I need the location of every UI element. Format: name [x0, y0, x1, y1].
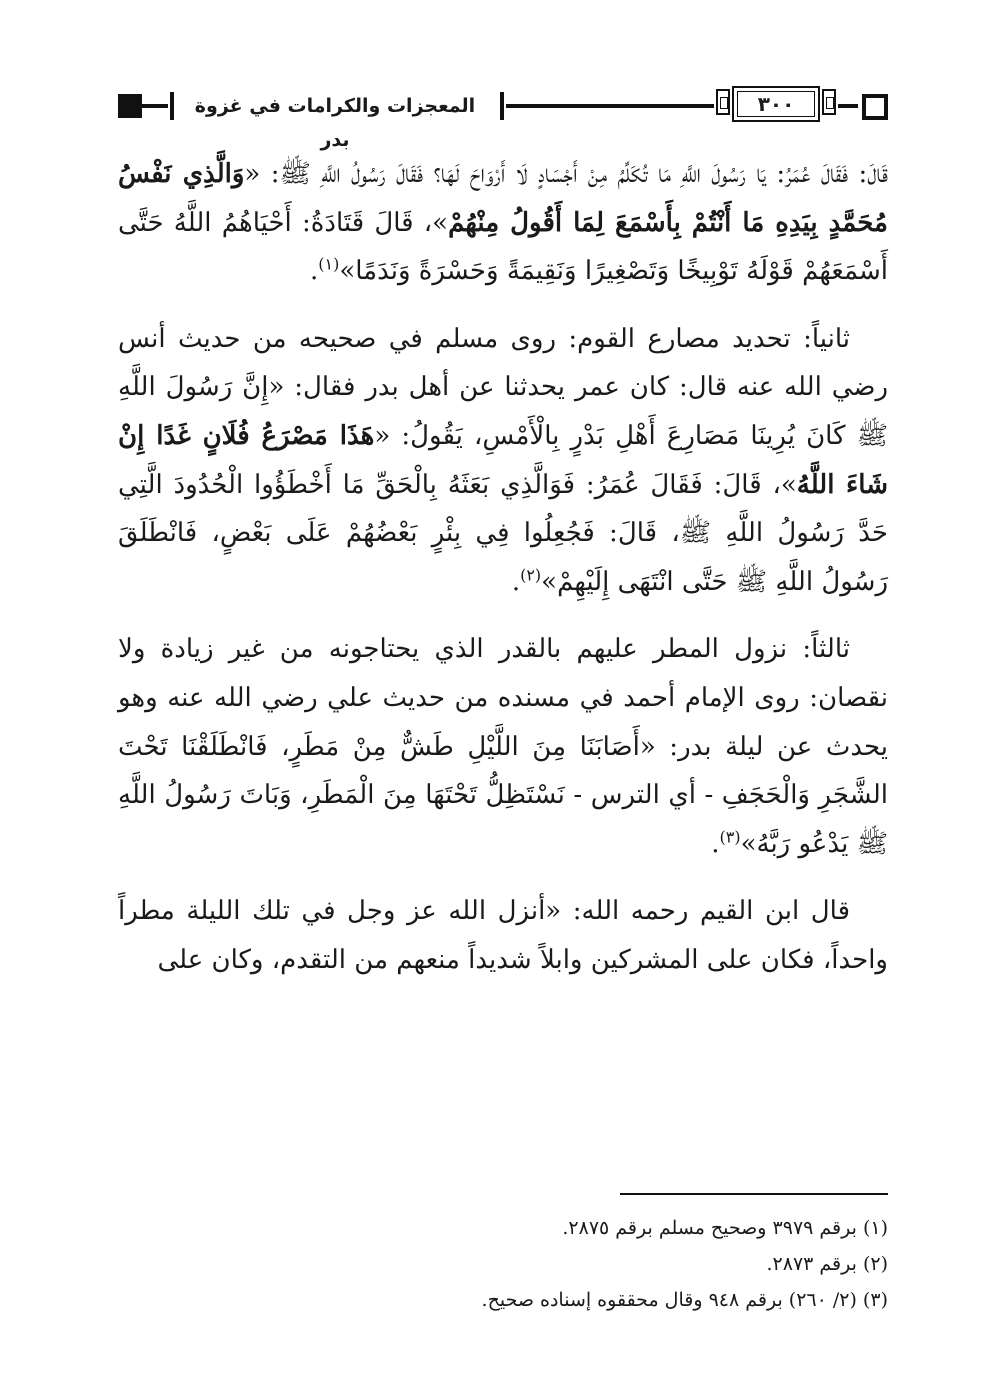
paragraph-1	[118, 150, 888, 296]
paragraph-text: قال ابن القيم رحمه الله: «أنزل الله عز وجل في تلك الليلة مطراً واحداً، فكان على المشركين وابلاً شديداً منعهم من التقدم، وكان على	[118, 896, 888, 975]
footnotes	[118, 1210, 888, 1318]
footnote-3: (٣) (٢/ ٢٦٠) برقم ٩٤٨ وقال محققوه إسناده صحيح.	[481, 1289, 888, 1311]
header-knot-ornament	[822, 89, 836, 115]
header-rule	[506, 104, 714, 108]
paragraph-text: ثانياً: تحديد مصارع القوم: روى مسلم في صحيحه من حديث أنس رضي الله عنه قال: كان عمر يحدثنا عن أهل بدر فقال: «إِنَّ رَسُولَ اللَّهِ ﷺ كَانَ يُرِينَا مَصَارِعَ أَهْلِ بَدْرٍ بِالْأَمْسِ، يَقُولُ: «	[118, 323, 888, 451]
paragraph-3	[118, 625, 888, 868]
paragraph-text: »، قَالَ قَتَادَةُ: أَحْيَاهُمُ اللَّهُ حَتَّى أَسْمَعَهُمْ قَوْلَهُ تَوْبِيخًا وَتَصْغِيرًا وَنَقِيمَةً وَحَسْرَةً وَنَدَمًا»	[118, 207, 888, 287]
hadith-quote: هَذَا مَصْرَعُ فُلَانٍ غَدًا إِنْ شَاءَ اللَّهُ	[118, 420, 888, 500]
footnote-ref: (٣)	[719, 827, 741, 847]
sentence-end: .	[711, 828, 720, 859]
footnote-1: (١) برقم ٣٩٧٩ وصحيح مسلم برقم ٢٨٧٥.	[562, 1217, 888, 1239]
page-number-box	[732, 86, 820, 122]
paragraph-2	[118, 315, 888, 607]
paragraph-text: قَالَ: فَقَالَ عُمَرُ: يَا رَسُولَ اللَّهِ مَا تُكَلِّمُ مِنْ أَجْسَادٍ لَا أَرْوَاحَ لَهَا؟ فَقَالَ رَسُولُ اللَّهِ ﷺ: «	[244, 159, 888, 189]
header-rule	[838, 104, 858, 108]
header-rule	[142, 104, 168, 108]
hadith-quote: وَالَّذِي نَفْسُ مُحَمَّدٍ بِيَدِهِ مَا أَنْتُمْ بِأَسْمَعَ لِمَا أَقُولُ مِنْهُمْ	[118, 159, 888, 238]
main-text	[118, 150, 888, 985]
sentence-end: .	[511, 566, 521, 597]
sentence-end: .	[309, 256, 319, 287]
page-number: ٣٠٠	[757, 92, 795, 116]
header-ornament-square-left	[118, 94, 142, 118]
header-title: المعجزات والكرامات في غزوة بدر	[194, 95, 476, 151]
header-divider	[500, 92, 504, 120]
footnote-separator	[620, 1193, 888, 1195]
paragraph-text: ثالثاً: نزول المطر عليهم بالقدر الذي يحتاجونه من غير زيادة ولا نقصان: روى الإمام أحمد في مسنده من حديث علي رضي الله عنه وهو يحدث عن ليلة بدر: «أَصَابَنَا مِنَ اللَّيْلِ طَشٌّ مِنْ مَطَرٍ، فَانْطَلَقْنَا تَحْتَ الشَّجَرِ وَالْحَجَفِ - أي الترس - نَسْتَظِلُّ تَحْتَهَا مِنَ الْمَطَرِ، وَبَاتَ رَسُولُ اللَّهِ ﷺ يَدْعُو رَبَّهُ»	[118, 634, 888, 859]
header-divider	[170, 92, 174, 120]
footnote-ref: (٢)	[520, 565, 542, 585]
paragraph-text: »، قَالَ: فَقَالَ عُمَرُ: فَوَالَّذِي بَعَثَهُ بِالْحَقِّ مَا أَخْطَؤُوا الْحُدُودَ الَّتِي حَدَّ رَسُولُ اللَّهِ ﷺ، قَالَ: فَجُعِلُوا فِي بِئْرٍ بَعْضُهُمْ عَلَى بَعْضٍ، فَانْطَلَقَ رَسُولُ اللَّهِ ﷺ حَتَّى انْتَهَى إِلَيْهِمْ»	[118, 469, 888, 597]
footnote-ref: (١)	[318, 254, 340, 274]
running-header	[118, 86, 888, 151]
header-ornament-square-right	[862, 94, 888, 120]
paragraph-4	[118, 887, 888, 984]
footnote-2: (٢) برقم ٢٨٧٣.	[766, 1253, 888, 1275]
header-knot-ornament	[716, 89, 730, 115]
